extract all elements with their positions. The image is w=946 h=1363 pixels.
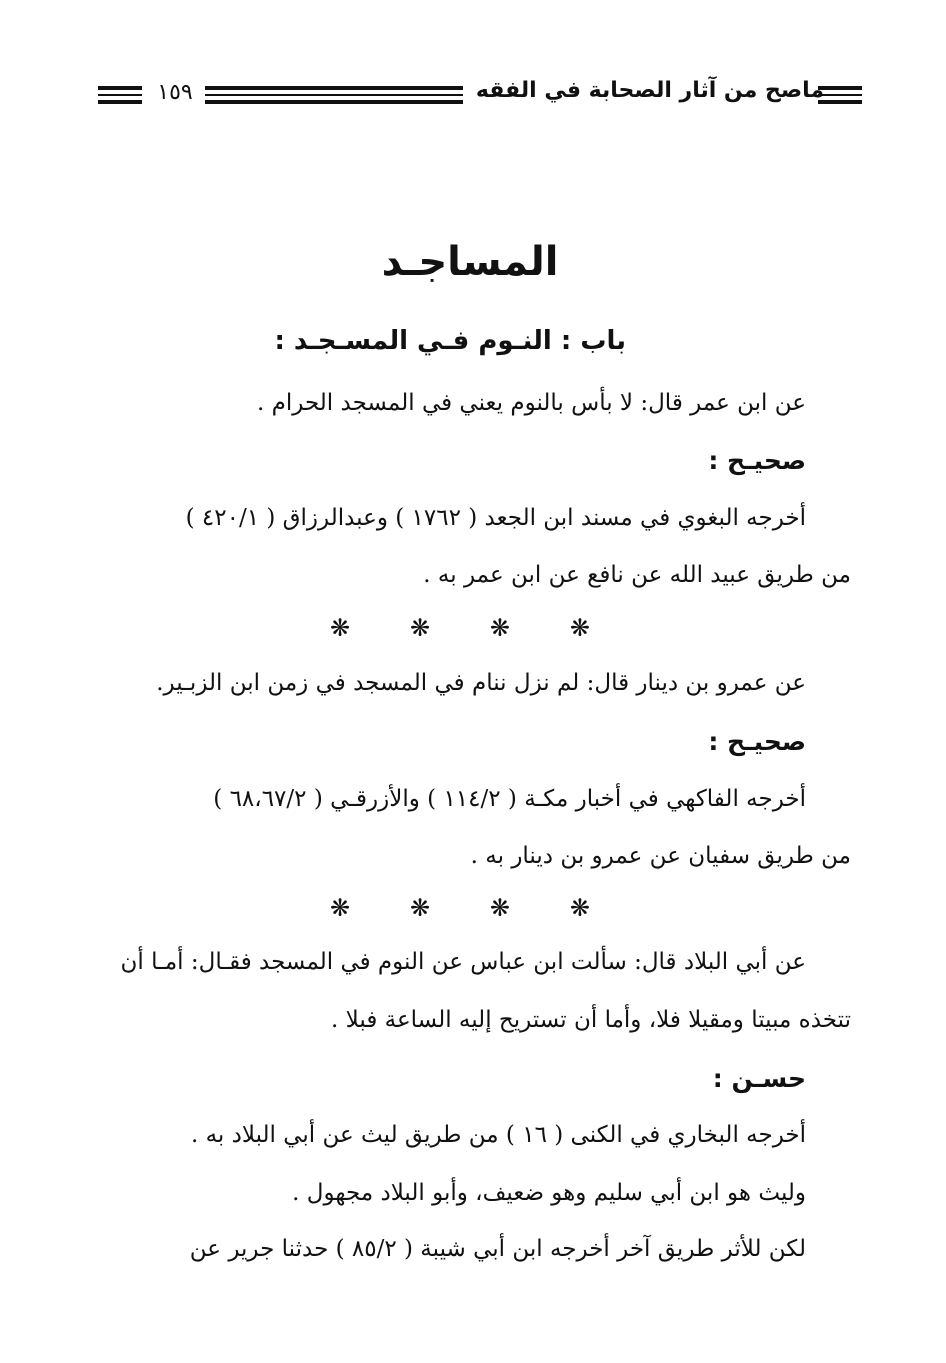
separator-star-icon: ❋ (489, 894, 511, 922)
takhrij-line: أخرجه البغوي في مسند ابن الجعد ( ١٧٦٢ ) وعبدالرزاق ( ٤٢٠/١ ) (185, 505, 806, 531)
separator-star-icon: ❋ (569, 894, 590, 922)
header-book-title: ماصح من آثار الصحابة في الفقه (475, 78, 824, 103)
header-rule-left (98, 86, 142, 104)
chapter-title: المساجـد (381, 239, 559, 285)
separator-star-icon: ❋ (489, 614, 511, 642)
takhrij-line: وليث هو ابن أبي سليم وهو ضعيف، وأبو البلاد مجهول . (292, 1180, 806, 1206)
separator-star-icon: ❋ (409, 614, 431, 642)
takhrij-line: لكن للأثر طريق آخر أخرجه ابن أبي شيبة ( ٨٥/٢ ) حدثنا جرير عن (189, 1236, 806, 1262)
section-separator (330, 894, 590, 922)
takhrij-line: أخرجه الفاكهي في أخبار مكـة ( ١١٤/٢ ) والأزرقـي ( ٦٨،٦٧/٢ ) (213, 786, 806, 812)
athar-text: عن أبي البلاد قال: سألت ابن عباس عن النوم في المسجد فقـال: أمـا أن (120, 949, 806, 975)
athar-text: تتخذه مبيتا ومقيلا فلا، وأما أن تستريح إليه الساعة فبلا . (331, 1007, 851, 1033)
section-heading: باب : النـوم فـي المسـجـد : (274, 326, 626, 356)
grade-label: حسـن : (712, 1064, 806, 1093)
athar-text: عن ابن عمر قال: لا بأس بالنوم يعني في المسجد الحرام . (257, 390, 806, 416)
grade-label: صحيـح : (708, 727, 806, 756)
takhrij-line: من طريق عبيد الله عن نافع عن ابن عمر به . (423, 562, 851, 588)
takhrij-line: أخرجه البخاري في الكنى ( ١٦ ) من طريق ليث عن أبي البلاد به . (190, 1122, 806, 1148)
takhrij-line: من طريق سفيان عن عمرو بن دينار به . (470, 843, 851, 869)
header-page-number: ١٥٩ (157, 80, 193, 105)
grade-label: صحيـح : (708, 446, 806, 475)
separator-star-icon: ❋ (330, 614, 351, 642)
section-separator (330, 614, 590, 642)
separator-star-icon: ❋ (330, 894, 351, 922)
separator-star-icon: ❋ (569, 614, 590, 642)
separator-star-icon: ❋ (409, 894, 431, 922)
header-rule-middle (205, 86, 463, 104)
header-rule-right (818, 86, 862, 104)
athar-text: عن عمرو بن دينار قال: لم نزل ننام في المسجد في زمن ابن الزبـير. (156, 670, 806, 696)
